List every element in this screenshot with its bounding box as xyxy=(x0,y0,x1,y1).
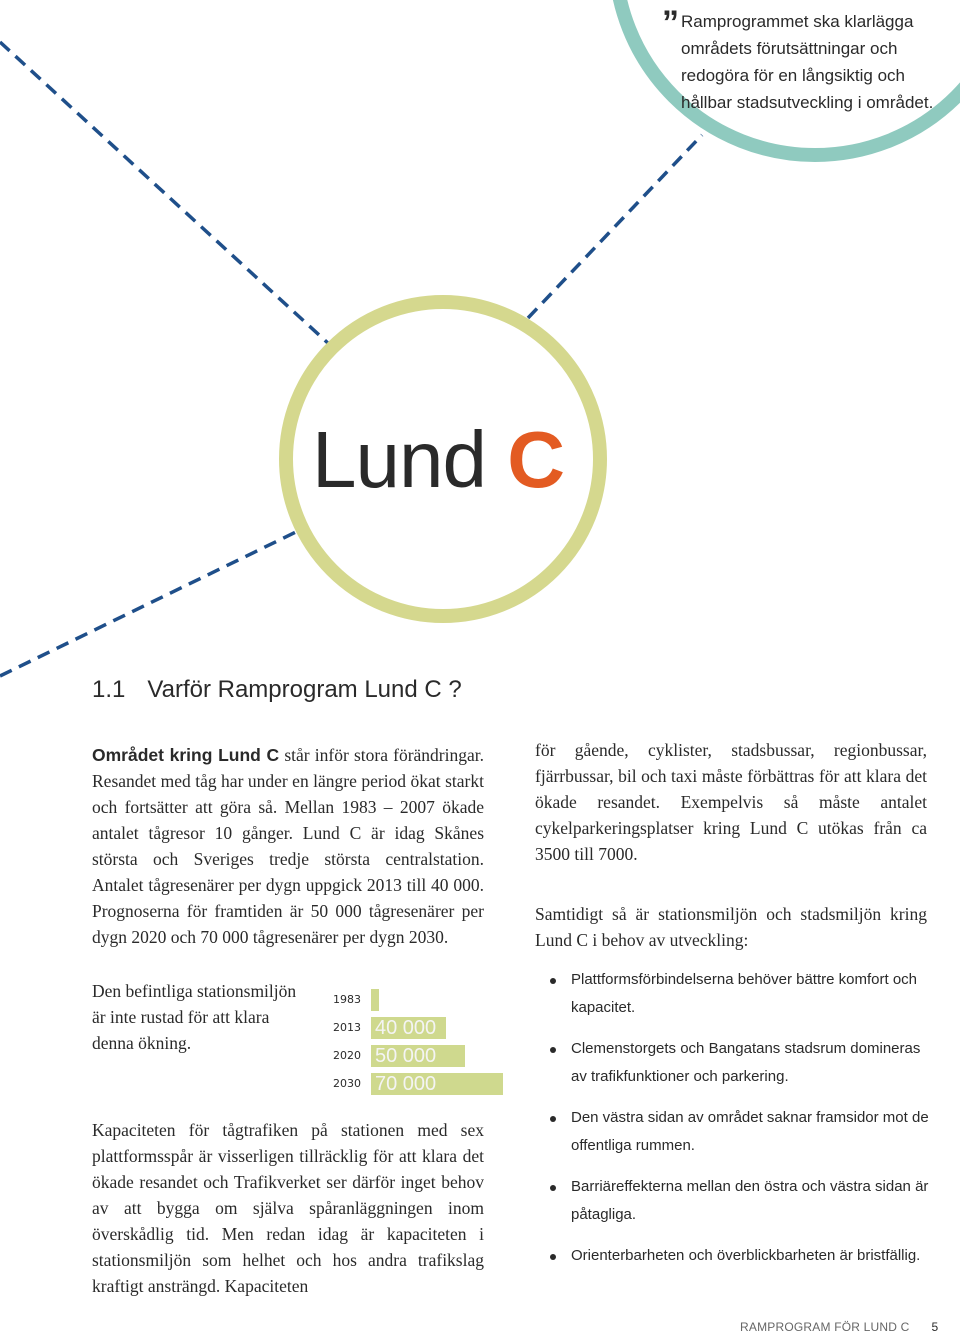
title-main: Lund xyxy=(312,415,486,504)
quote-mark-icon: ” xyxy=(662,4,679,42)
year-label-1983: 1983 xyxy=(333,993,361,1006)
section-number: 1.1 xyxy=(92,676,126,703)
page-footer xyxy=(740,1320,938,1334)
year-label-2020: 2020 xyxy=(333,1049,361,1062)
list-item: Orienterbarheten och överblickbarheten är bristfällig. xyxy=(550,1242,930,1270)
bullet-icon xyxy=(550,978,556,984)
bar-2030: 70 000 xyxy=(371,1073,503,1095)
dashed-line-upper-left xyxy=(0,42,330,345)
section-heading xyxy=(92,676,462,704)
intro-lead: Området kring Lund C xyxy=(92,745,280,765)
bar-2013: 40 000 xyxy=(371,1017,446,1039)
year-label-2030: 2030 xyxy=(333,1077,361,1090)
footer-title: RAMPROGRAM FÖR LUND C xyxy=(740,1320,910,1334)
station-paragraph: Den befintliga stationsmiljön är inte rustad för att klara denna ökning. xyxy=(92,981,297,1053)
dashed-line-upper-right xyxy=(528,135,702,318)
intro-paragraph xyxy=(92,742,484,950)
page-title xyxy=(312,410,564,510)
list-item: Barriäreffekterna mellan den östra och västra sidan är påtagliga. xyxy=(550,1173,930,1229)
dashed-line-lower-left xyxy=(0,530,300,676)
travelers-chart xyxy=(328,984,508,1099)
list-item: Den västra sidan av området saknar framsidor mot de offentliga rummen. xyxy=(550,1104,930,1160)
capacity-paragraph: Kapaciteten för tågtrafiken på stationen med sex plattformsspår är visserligen tillräcklig för att klara det ökade resandet och Trafikverket ser därför inget behov av att bygga om själva spåranläggningen inom överskådlig tid. Men redan idag är kapaciteten i stationsmiljön som helhet och hos andra trafikslag kraftigt ansträngd. Kapaciteten xyxy=(92,1120,484,1296)
bar-2020: 50 000 xyxy=(371,1045,465,1067)
bullet-icon xyxy=(550,1185,556,1191)
bullet-icon xyxy=(550,1047,556,1053)
page-number: 5 xyxy=(931,1320,939,1334)
right-paragraph-2: Samtidigt så är stationsmiljön och stadsmiljön kring Lund C i behov av utveckling: xyxy=(535,904,927,950)
list-item: Plattformsförbindelserna behöver bättre komfort och kapacitet. xyxy=(550,966,930,1022)
bullet-icon xyxy=(550,1116,556,1122)
pull-quote: Ramprogrammet ska klarlägga områdets förutsättningar och redogöra för en långsiktig och hållbar stadsutveckling i området. xyxy=(681,12,934,112)
title-accent: C xyxy=(507,415,564,504)
bar-1983 xyxy=(371,989,379,1011)
list-item: Clemenstorgets och Bangatans stadsrum domineras av trafikfunktioner och parkering. xyxy=(550,1035,930,1091)
intro-body: står inför stora förändringar. Resandet med tåg har under en längre period ökat starkt och fortsätter att göra så. Mellan 1983 – 2007 ökade antalet tågresor 10 gånger. Lund C är idag Skånes största och Sveriges tredje största centralstation. Antalet tågresenärer per dygn uppgick 2013 till 40 000. Prognoserna för framtiden är 50 000 tågresenärer per dygn 2020 och 70 000 tågresenärer per dygn 2030. xyxy=(92,745,485,947)
bullet-icon xyxy=(550,1254,556,1260)
right-paragraph-1: för gående, cyklister, stadsbussar, regionbussar, fjärrbussar, bil och taxi måste förbättras för att klara det ökade resandet. Exempelvis så måste antalet cykelparkeringsplatser kring Lund C utökas från ca 3500 till 7000. xyxy=(535,740,927,864)
section-title: Varför Ramprogram Lund C ? xyxy=(147,676,462,703)
needs-list xyxy=(550,966,930,1283)
year-label-2013: 2013 xyxy=(333,1021,361,1034)
